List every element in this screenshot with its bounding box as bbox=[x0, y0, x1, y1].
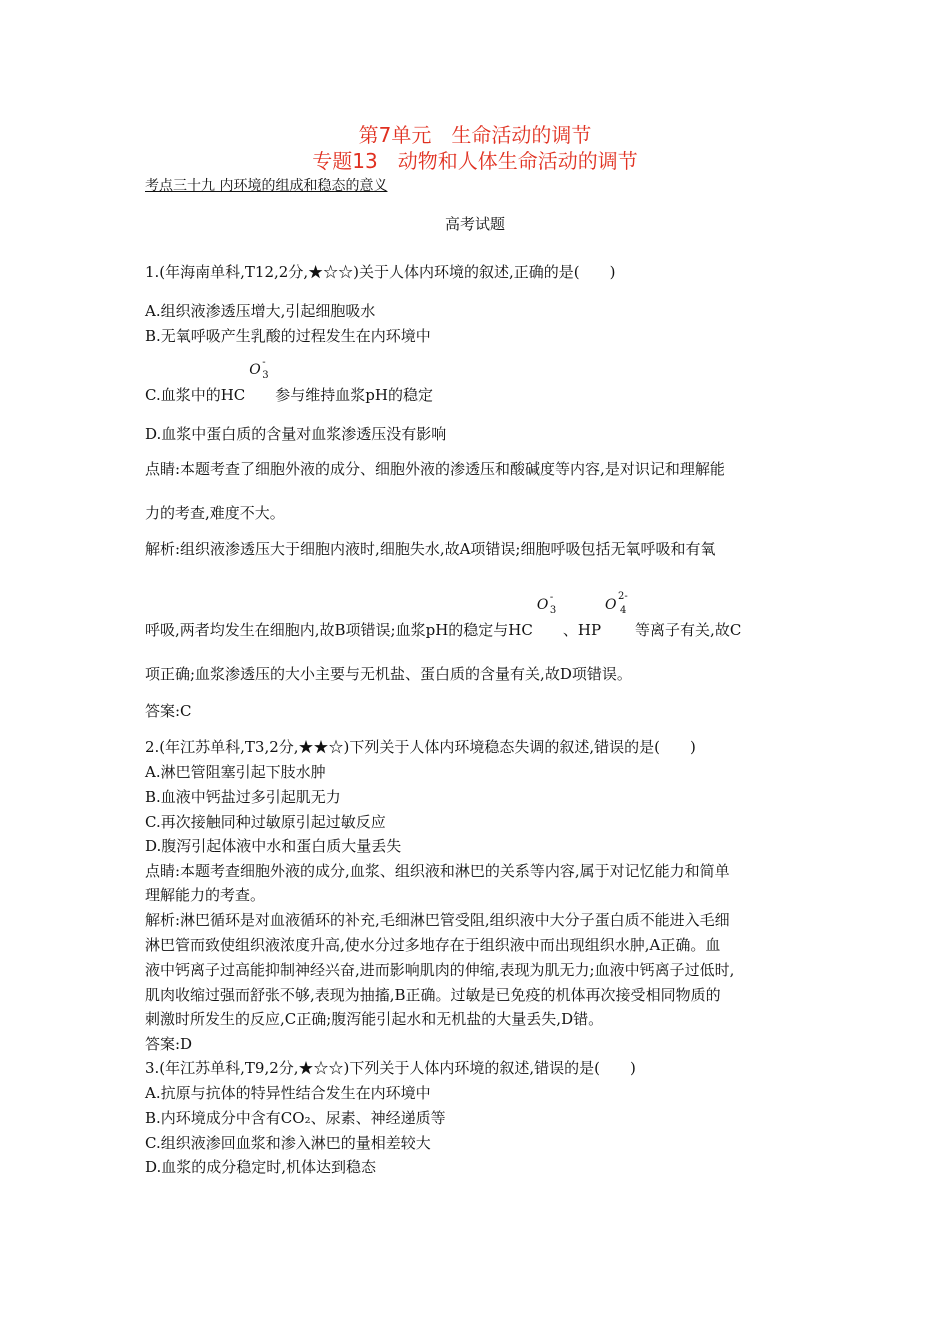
bicarbonate-formula bbox=[245, 357, 275, 400]
chem-sub3: 3 bbox=[262, 370, 269, 381]
q2-option-d: D.腹泻引起体液中水和蛋白质大量丢失 bbox=[145, 837, 402, 855]
q2-answer: 答案:D bbox=[145, 1035, 193, 1053]
q1-answer: 答案:C bbox=[145, 702, 192, 720]
q1-tip-1: 点睛:本题考查了细胞外液的成分、细胞外液的渗透压和酸碱度等内容,是对识记和理解能 bbox=[145, 460, 725, 478]
chem-o: O bbox=[249, 362, 261, 378]
topic-title: 专题13 动物和人体生命活动的调节 bbox=[312, 149, 638, 173]
section-heading: 考点三十九 内环境的组成和稳态的意义 bbox=[145, 178, 388, 194]
subheading: 高考试题 bbox=[444, 215, 505, 233]
q3-option-d: D.血浆的成分稳定时,机体达到稳态 bbox=[145, 1158, 377, 1176]
q1-exp-part-a: 呼吸,两者均发生在细胞内,故B项错误;血浆pH的稳定与HC bbox=[145, 621, 533, 639]
q3-stem: 3.(年江苏单科,T9,2分,★☆☆)下列关于人体内环境的叙述,错误的是( ) bbox=[145, 1059, 636, 1077]
q2-tip-1: 点睛:本题考查细胞外液的成分,血浆、组织液和淋巴的关系等内容,属于对记忆能力和简单 bbox=[145, 862, 730, 880]
bicarbonate-formula bbox=[533, 592, 563, 635]
q2-stem: 2.(年江苏单科,T3,2分,★★☆)下列关于人体内环境稳态失调的叙述,错误的是( ) bbox=[145, 738, 696, 756]
q1-explanation-3: 项正确;血浆渗透压的大小主要与无机盐、蛋白质的含量有关,故D项错误。 bbox=[145, 665, 632, 683]
q1-explanation-1: 解析:组织液渗透压大于细胞内液时,细胞失水,故A项错误;细胞呼吸包括无氧呼吸和有氧 bbox=[145, 540, 716, 558]
q2-explanation-5: 刺激时所发生的反应,C正确;腹泻能引起水和无机盐的大量丢失,D错。 bbox=[145, 1010, 604, 1028]
q3-option-c: C.组织液渗回血浆和渗入淋巴的量相差较大 bbox=[145, 1134, 431, 1152]
q2-tip-2: 理解能力的考查。 bbox=[145, 886, 266, 904]
q1-tip-2: 力的考查,难度不大。 bbox=[145, 504, 285, 522]
q1-option-c bbox=[145, 357, 433, 404]
q1-option-c-pre: C.血浆中的HC bbox=[145, 386, 246, 404]
q2-option-b: B.血液中钙盐过多引起肌无力 bbox=[145, 788, 341, 806]
chem-o: O bbox=[536, 597, 549, 613]
phosphate-formula bbox=[601, 591, 635, 635]
chem-sub4: 4 bbox=[620, 605, 627, 616]
chem-sub3: 3 bbox=[549, 605, 557, 616]
unit-title: 第7单元 生命活动的调节 bbox=[358, 123, 592, 147]
q2-explanation-3: 液中钙离子过高能抑制神经兴奋,进而影响肌肉的伸缩,表现为肌无力;血液中钙离子过低时, bbox=[145, 961, 735, 979]
q1-option-b: B.无氧呼吸产生乳酸的过程发生在内环境中 bbox=[145, 327, 431, 345]
q1-explanation-2 bbox=[145, 591, 742, 639]
q1-option-d: D.血浆中蛋白质的含量对血浆渗透压没有影响 bbox=[145, 425, 447, 443]
chem-o: O bbox=[605, 597, 617, 613]
q1-option-a: A.组织液渗透压增大,引起细胞吸水 bbox=[145, 302, 376, 320]
q1-exp-part-c: 等离子有关,故C bbox=[635, 621, 742, 639]
chem-minus: - bbox=[549, 592, 554, 603]
q1-option-c-post: 参与维持血浆pH的稳定 bbox=[275, 386, 433, 404]
q3-option-a: A.抗原与抗体的特异性结合发生在内环境中 bbox=[145, 1084, 431, 1102]
chem-minus: - bbox=[262, 357, 266, 368]
q2-explanation-2: 淋巴管而致使组织液浓度升高,使水分过多地存在于组织液中而出现组织水肿,A正确。血 bbox=[145, 936, 721, 954]
q1-exp-part-b: 、HP bbox=[562, 621, 602, 639]
chem-two-minus: 2- bbox=[618, 591, 628, 602]
q2-option-c: C.再次接触同种过敏原引起过敏反应 bbox=[145, 813, 386, 831]
q2-explanation-4: 肌肉收缩过强而舒张不够,表现为抽搐,B正确。过敏是已免疫的机体再次接受相同物质的 bbox=[145, 986, 721, 1004]
q3-option-b: B.内环境成分中含有CO₂、尿素、神经递质等 bbox=[145, 1109, 446, 1127]
q2-explanation-1: 解析:淋巴循环是对血液循环的补充,毛细淋巴管受阻,组织液中大分子蛋白质不能进入毛细 bbox=[145, 911, 730, 929]
q1-stem: 1.(年海南单科,T12,2分,★☆☆)关于人体内环境的叙述,正确的是( ) bbox=[145, 263, 616, 281]
q2-option-a: A.淋巴管阻塞引起下肢水肿 bbox=[145, 763, 326, 781]
